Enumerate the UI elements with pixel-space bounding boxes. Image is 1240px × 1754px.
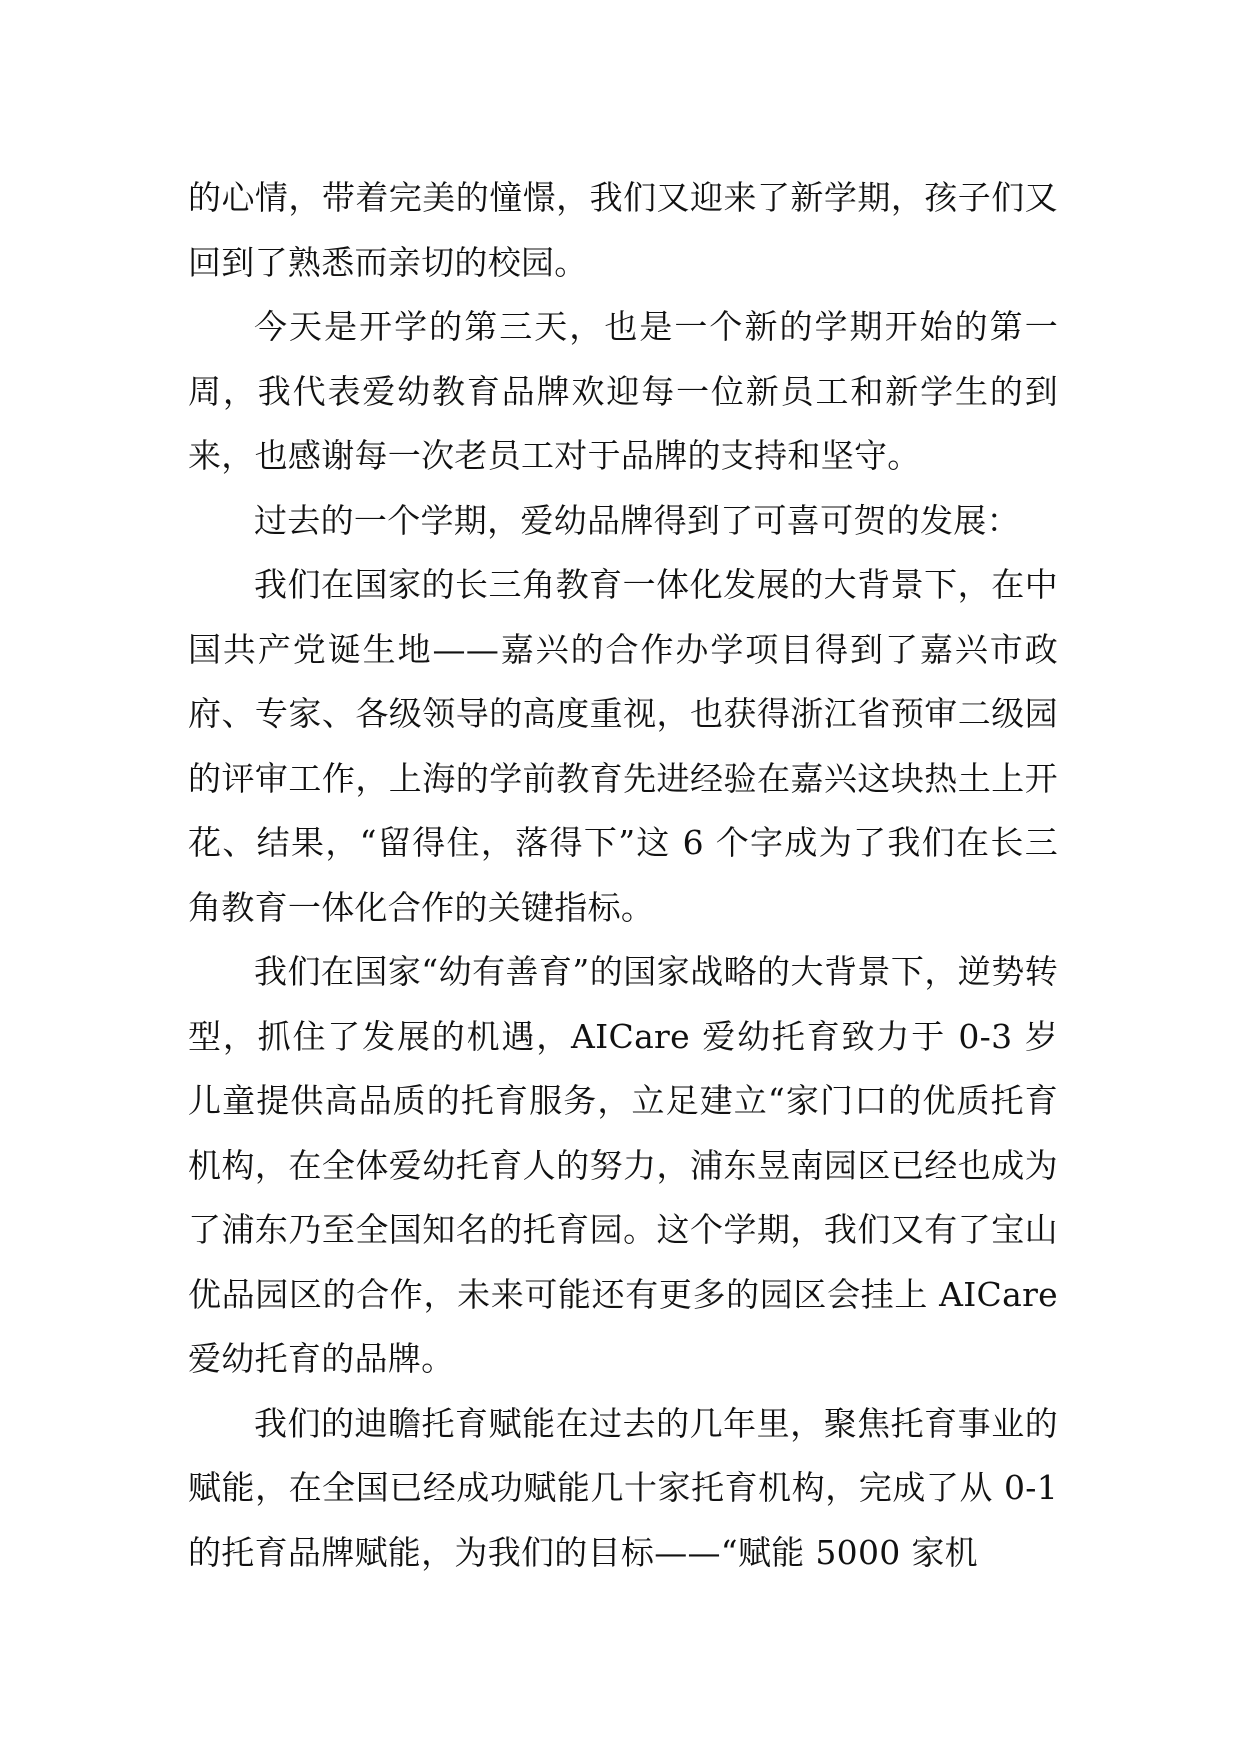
paragraph-3: 过去的一个学期，爱幼品牌得到了可喜可贺的发展：	[254, 500, 1020, 540]
document-body	[188, 166, 1058, 1585]
paragraph-1: 的心情，带着完美的憧憬，我们又迎来了新学期，孩子们又回到了熟悉而亲切的校园。	[188, 178, 1058, 282]
paragraph-4: 我们在国家的长三角教育一体化发展的大背景下，在中国共产党诞生地——嘉兴的合作办学项目得到了嘉兴市政府、专家、各级领导的高度重视，也获得浙江省预审二级园的评审工作，上海的学前教育先进经验在嘉兴这块热土上开花、结果，“留得住，落得下”这 6 个字成为了我们在长三角教育一体化合作的关键指标。	[188, 565, 1058, 927]
paragraph-2: 今天是开学的第三天，也是一个新的学期开始的第一周，我代表爱幼教育品牌欢迎每一位新员工和新学生的到来，也感谢每一次老员工对于品牌的支持和坚守。	[188, 307, 1058, 475]
paragraph-5: 我们在国家“幼有善育”的国家战略的大背景下，逆势转型，抓住了发展的机遇，AICare 爱幼托育致力于 0-3 岁儿童提供高品质的托育服务，立足建立“家门口的优质托育机构，在全体爱幼托育人的努力，浦东昱南园区已经也成为了浦东乃至全国知名的托育园。这个学期，我们又有了宝山优品园区的合作，未来可能还有更多的园区会挂上 AICare 爱幼托育的品牌。	[188, 952, 1058, 1378]
paragraph-6: 我们的迪瞻托育赋能在过去的几年里，聚焦托育事业的赋能，在全国已经成功赋能几十家托育机构，完成了从 0-1 的托育品牌赋能，为我们的目标——“赋能 5000 家机	[188, 1403, 1058, 1572]
